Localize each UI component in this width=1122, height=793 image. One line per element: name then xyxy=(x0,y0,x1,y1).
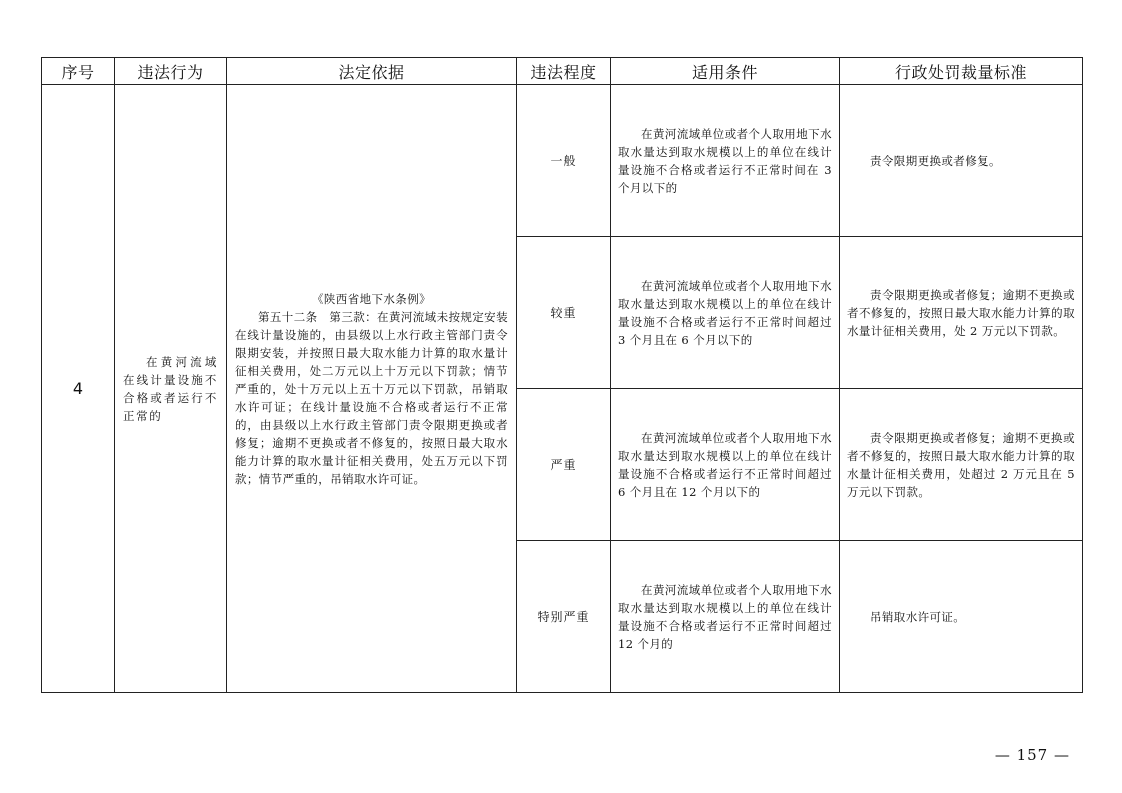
serial-cell xyxy=(42,85,115,693)
standard-text: 责令限期更换或者修复。 xyxy=(870,153,1001,168)
degree-label: 一般 xyxy=(550,154,577,168)
standard-cell xyxy=(840,85,1083,237)
header-violation: 违法行为 xyxy=(115,58,227,85)
condition-cell xyxy=(611,237,840,389)
condition-cell xyxy=(611,85,840,237)
standard-text: 责令限期更换或者修复；逾期不更换或者不修复的，按照日最大取水能力计算的取水量计征相关费用，处 2 万元以下罚款。 xyxy=(847,287,1075,338)
header-penalty-standard: 行政处罚裁量标准 xyxy=(840,58,1083,85)
condition-text: 在黄河流域单位或者个人取用地下水取水量达到取水规模以上的单位在线计量设施不合格或者运行不正常时间超过 6 个月且在 12 个月以下的 xyxy=(618,430,832,499)
degree-label: 特别严重 xyxy=(537,610,590,624)
standard-cell xyxy=(840,237,1083,389)
standard-cell xyxy=(840,541,1083,693)
degree-cell xyxy=(517,389,611,541)
degree-cell xyxy=(517,237,611,389)
standard-cell xyxy=(840,389,1083,541)
table-row xyxy=(42,85,1083,237)
page-number: — 157 — xyxy=(994,746,1070,764)
header-condition: 适用条件 xyxy=(611,58,840,85)
violation-text: 在黄河流域在线计量设施不合格或者运行不正常的 xyxy=(123,354,218,423)
legal-basis-cell xyxy=(227,85,517,693)
degree-label: 严重 xyxy=(550,458,577,472)
condition-cell xyxy=(611,389,840,541)
serial-number: 4 xyxy=(72,379,84,398)
degree-cell xyxy=(517,85,611,237)
condition-text: 在黄河流域单位或者个人取用地下水取水量达到取水规模以上的单位在线计量设施不合格或者运行不正常时间超过 3 个月且在 6 个月以下的 xyxy=(618,278,832,347)
header-serial: 序号 xyxy=(42,58,115,85)
header-row xyxy=(42,58,1083,85)
degree-cell xyxy=(517,541,611,693)
standard-text: 责令限期更换或者修复；逾期不更换或者不修复的，按照日最大取水能力计算的取水量计征相关费用，处超过 2 万元且在 5 万元以下罚款。 xyxy=(847,430,1075,499)
degree-label: 较重 xyxy=(550,306,577,320)
violation-cell xyxy=(115,85,227,693)
legal-basis-title: 《陕西省地下水条例》 xyxy=(312,291,431,306)
header-degree: 违法程度 xyxy=(517,58,611,85)
condition-cell xyxy=(611,541,840,693)
condition-text: 在黄河流域单位或者个人取用地下水取水量达到取水规模以上的单位在线计量设施不合格或者运行不正常时间在 3 个月以下的 xyxy=(618,126,832,195)
standard-text: 吊销取水许可证。 xyxy=(870,609,966,624)
legal-basis-text: 第五十二条 第三款：在黄河流域未按规定安装在线计量设施的，由县级以上水行政主管部门责令限期安装，并按照日最大取水能力计算的取水量计征相关费用，处二万元以上十万元以下罚款；情节严重的，处十万元以上五十万元以下罚款，吊销取水许可证；在线计量设施不合格或者运行不正常的，由县级以上水行政主管部门责令限期更换或者修复；逾期不更换或者不修复的，按照日最大取水能力计算的取水量计征相关费用，处五万元以下罚款；情节严重的，吊销取水许可证。 xyxy=(235,309,508,486)
condition-text: 在黄河流域单位或者个人取用地下水取水量达到取水规模以上的单位在线计量设施不合格或者运行不正常时间超过 12 个月的 xyxy=(618,582,832,651)
penalty-standard-table xyxy=(41,57,1083,693)
header-legal-basis: 法定依据 xyxy=(227,58,517,85)
